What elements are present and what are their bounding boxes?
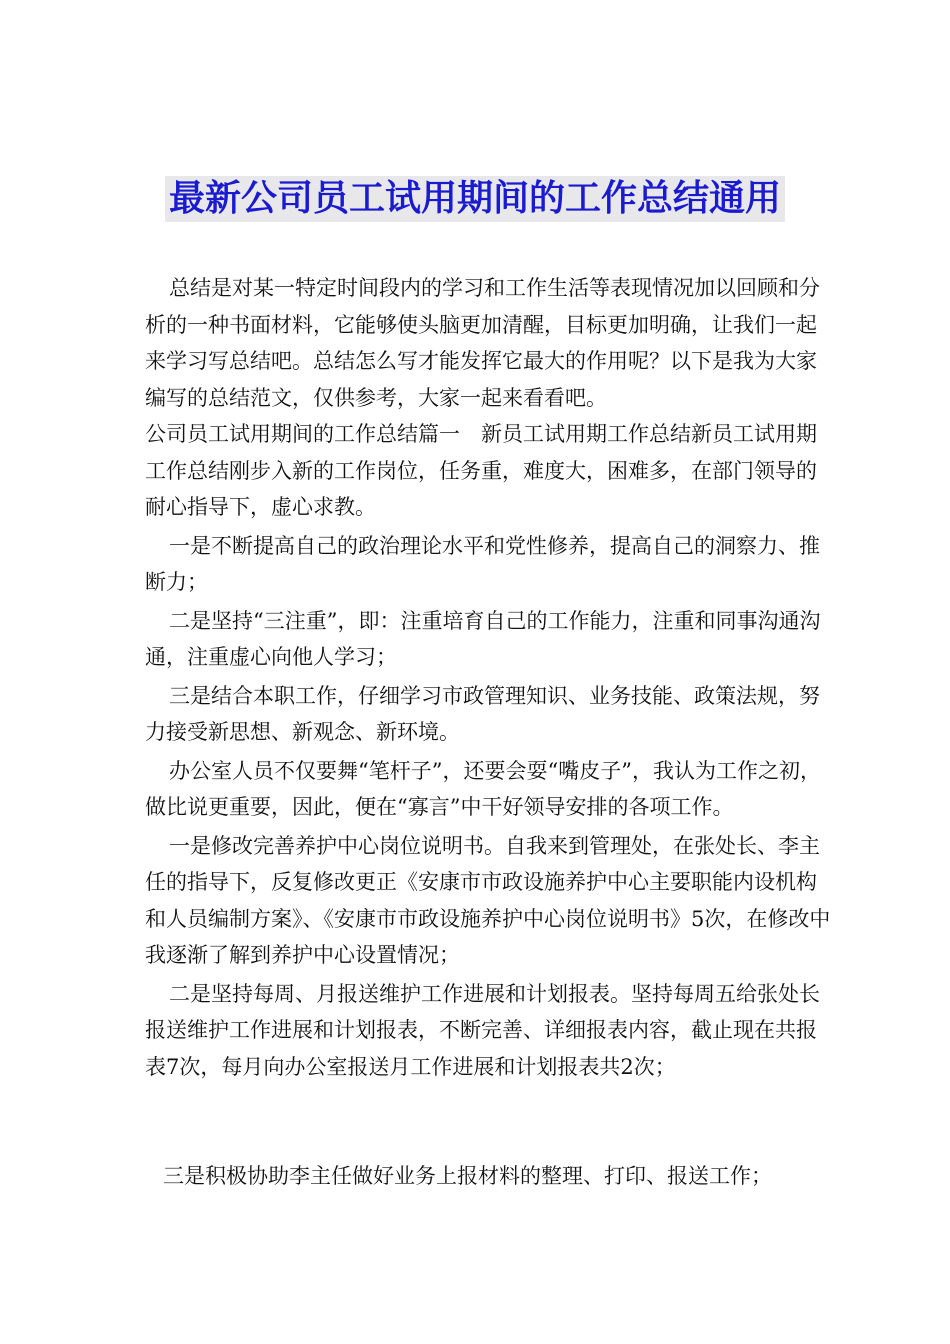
paragraph-section-one: 公司员工试用期间的工作总结篇一 新员工试用期工作总结新员工试用期工作总结刚步入新的工作岗位，任务重，难度大，困难多，在部门领导的耐心指导下，虚心求教。 (145, 422, 817, 519)
title-container (0, 176, 950, 222)
paragraph-point-2: 二是坚持“三注重”，即：注重培育自己的工作能力，注重和同事沟通沟通，注重虚心向他人学习； (145, 608, 821, 669)
paragraph-point-1: 一是不断提高自己的政治理论水平和党性修养，提高自己的洞察力、推断力； (145, 533, 820, 594)
paragraph-intro: 总结是对某一特定时间段内的学习和工作生活等表现情况加以回顾和分析的一种书面材料，它能够使头脑更加清醒，目标更加明确，让我们一起来学习写总结吧。总结怎么写才能发挥它最大的作用呢？以下是我为大家编写的总结范文，仅供参考，大家一起来看看吧。 (145, 276, 820, 410)
document-title: 最新公司员工试用期间的工作总结通用 (165, 176, 785, 222)
paragraph-office-staff: 办公室人员不仅要舞“笔杆子”，还要会耍“嘴皮子”，我认为工作之初，做比说更重要，因此，便在“寡言”中干好领导安排的各项工作。 (145, 758, 821, 819)
paragraph-task-1: 一是修改完善养护中心岗位说明书。自我来到管理处，在张处长、李主任的指导下，反复修改更正《安康市市政设施养护中心主要职能内设机构和人员编制方案》、《安康市市政设施养护中心岗位说明书》5次，在修改中我逐渐了解到养护中心设置情况； (145, 833, 831, 967)
paragraph-task-2: 二是坚持每周、月报送维护工作进展和计划报表。坚持每周五给张处长报送维护工作进展和计划报表，不断完善、详细报表内容，截止现在共报表7次，每月向办公室报送月工作进展和计划报表共2次； (145, 981, 820, 1079)
document-body (145, 270, 835, 1085)
paragraph-task-3: 三是积极协助李主任做好业务上报材料的整理、打印、报送工作； (163, 1164, 772, 1188)
paragraph-point-3: 三是结合本职工作，仔细学习市政管理知识、业务技能、政策法规，努力接受新思想、新观念、新环境。 (145, 683, 820, 744)
